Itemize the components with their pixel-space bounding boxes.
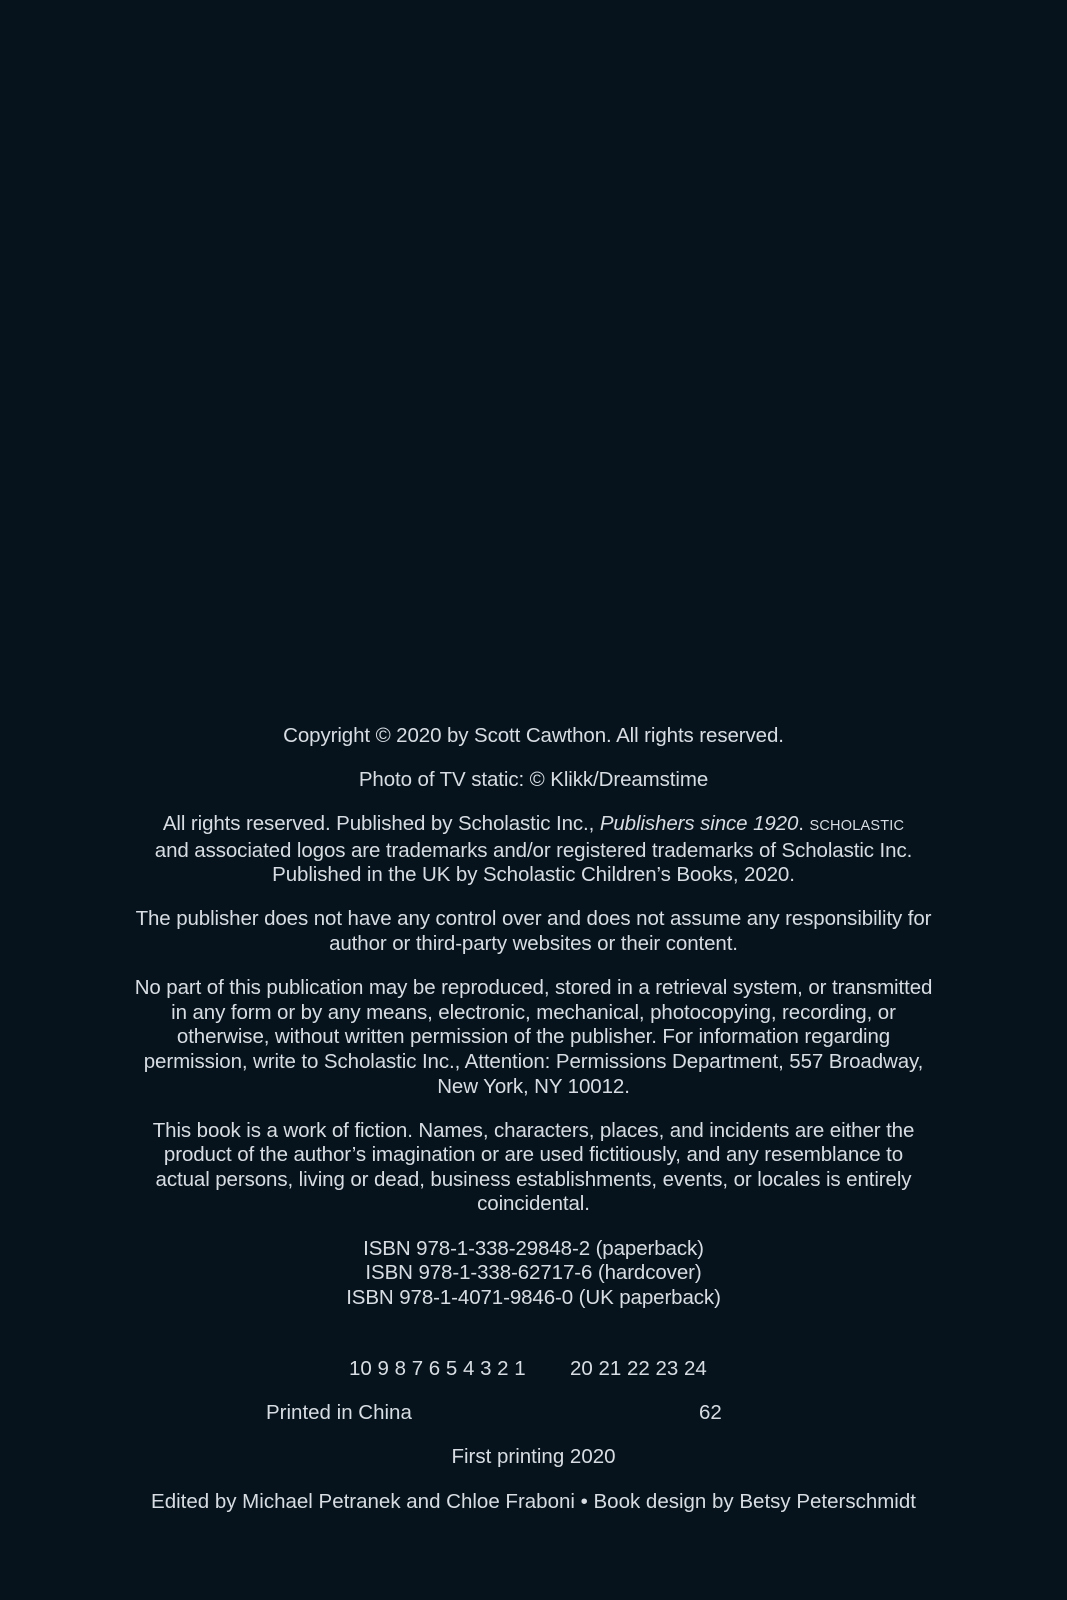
photo-credit [80,768,987,793]
copyright-line: Copyright © 2020 by Scott Cawthon. All rights reserved. [283,724,784,747]
reproduction-line-1: No part of this publication may be reproduced, stored in a retrieval system, or transmitted [134,976,933,1000]
publisher-line-3: Published in the UK by Scholastic Children’s Books, 2020. [272,863,795,887]
reproduction-line-5: New York, NY 10012. [437,1074,630,1098]
fiction-line-2: product of the author’s imagination or are used fictitiously, and any resemblance to [163,1143,904,1167]
disclaimer-line-2: author or third-party websites or their content. [329,932,738,956]
copyright-text-block [80,724,987,1330]
credits-line: Edited by Michael Petranek and Chloe Fraboni • Book design by Betsy Peterschmidt [151,1490,916,1513]
reproduction-line-3: otherwise, without written permission of the publisher. For information regarding [176,1025,891,1049]
printing-number-line: 10 9 8 7 6 5 4 3 2 1 [349,1357,526,1380]
isbn-uk-paperback: ISBN 978-1-4071-9846-0 (UK paperback) [346,1285,721,1309]
fiction-line-4: coincidental. [477,1192,590,1216]
isbn-paperback: ISBN 978-1-338-29848-2 (paperback) [363,1236,704,1260]
publisher-line-2: and associated logos are trademarks and/or registered trademarks of Scholastic Inc. [154,838,913,862]
fiction-line-3: actual persons, living or dead, business establishments, events, or locales is entirely [155,1167,912,1191]
publisher-line-1-text: All rights reserved. Published by Scholastic Inc., [162,812,600,836]
publisher-statement [80,812,987,888]
disclaimer-line-1: The publisher does not have any control over and does not assume any responsibility for [135,907,932,931]
printer-code: 62 [699,1401,722,1424]
fiction-disclaimer [80,1119,987,1217]
isbn-hardcover: ISBN 978-1-338-62717-6 (hardcover) [365,1261,702,1285]
fiction-line-1: This book is a work of fiction. Names, characters, places, and incidents are either the [152,1118,915,1142]
publisher-line-1 [80,812,987,839]
copyright-notice [80,724,987,749]
reproduction-notice [80,976,987,1099]
reproduction-line-2: in any form or by any means, electronic, mechanical, photocopying, recording, or [171,1000,896,1024]
reproduction-line-4: permission, write to Scholastic Inc., Attention: Permissions Department, 557 Broadway, [143,1049,924,1073]
publisher-motto: Publishers since 1920 [599,812,799,836]
printed-in-country: Printed in China [266,1401,412,1424]
scholastic-wordmark: SCHOLASTIC [809,818,905,835]
first-printing: First printing 2020 [451,1445,616,1468]
website-disclaimer [80,907,987,956]
printing-year-line: 20 21 22 23 24 [570,1357,707,1380]
isbn-list [80,1237,987,1311]
publisher-period: . [798,812,804,836]
photo-credit-line: Photo of TV static: © Klikk/Dreamstime [358,768,709,792]
